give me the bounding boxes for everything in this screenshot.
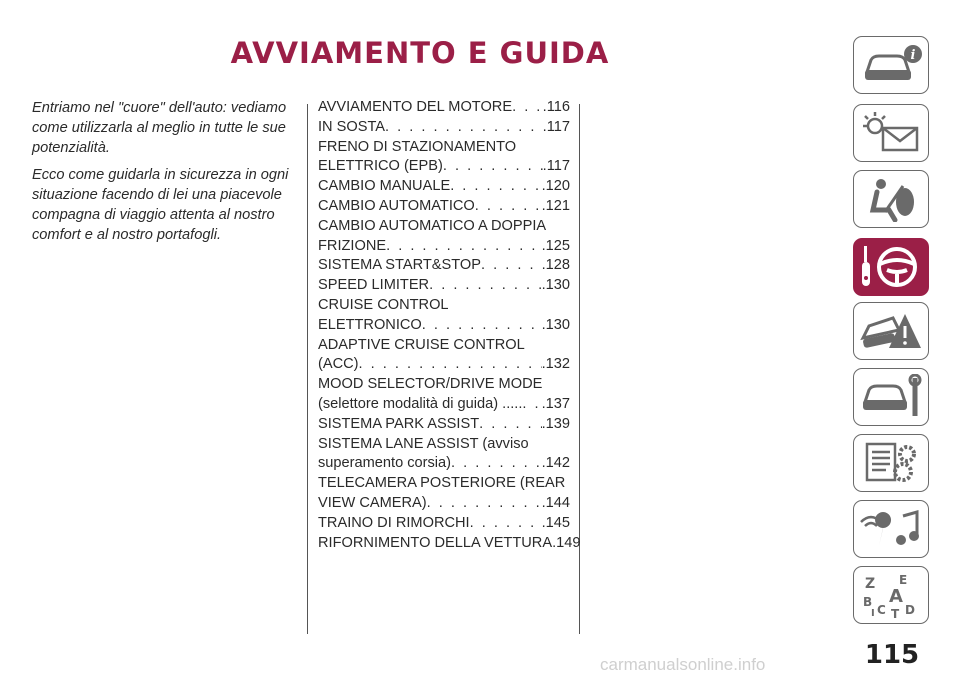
svg-text:I: I [871,608,875,618]
toc-entry[interactable] [318,435,570,475]
toc-leader-dots [481,256,542,276]
svg-text:T: T [891,607,900,618]
toc-entry-label: (selettore modalità di guida) ..... [318,395,523,412]
toc-leader-dots [359,355,542,375]
toc-page-number: .117 [542,158,570,175]
column-divider-left [307,104,308,634]
toc-page-number: .125 [541,237,570,254]
car-wrench-icon [859,374,923,420]
toc-leader-dots [422,316,542,336]
chapter-tab[interactable] [853,566,929,624]
accident-warning-icon [859,308,923,354]
toc-entry[interactable] [318,296,570,336]
chapter-tab[interactable] [853,238,929,296]
toc-leader-dots [475,197,542,217]
warning-lights-icon [859,110,923,156]
toc-page-number: .116 [542,99,570,115]
table-of-contents [318,98,581,553]
car-info-icon [859,42,923,88]
toc-entry[interactable] [318,534,581,554]
toc-page-number: .139 [541,415,570,432]
toc-page-number: .132 [541,356,570,373]
toc-leader-dots [470,514,542,534]
chapter-tab[interactable] [853,302,929,360]
toc-entry-label: ELETTRONICO [318,316,422,333]
toc-entry[interactable] [318,98,570,118]
toc-entry[interactable] [318,375,570,415]
toc-entry-label: TRAINO DI RIMORCHI [318,514,470,531]
multimedia-icon [859,506,923,552]
toc-entry-label: IN SOSTA [318,118,386,135]
toc-entry-label: FRENO DI STAZIONAMENTO [318,138,517,155]
toc-entry-label: ELETTRICO (EPB) [318,158,443,175]
toc-entry[interactable] [318,256,570,276]
column-divider-right [579,104,580,634]
toc-entry[interactable] [318,474,570,514]
toc-entry-label: FRIZIONE [318,237,387,254]
steering-wheel-key-icon [859,244,923,290]
chapter-tab[interactable] [853,500,929,558]
toc-leader-dots [443,157,543,177]
toc-entry-label: ADAPTIVE CRUISE CONTROL [318,336,525,353]
intro-paragraph: Ecco come guidarla in sicurezza in ogni situazione facendo di lei una piacevole compagna di viaggio attenta al nostro comfort e al nostro portafogli. [32,167,289,243]
watermark: carmanualsonline.info [600,655,766,674]
svg-text:D: D [905,603,915,617]
toc-entry-label: (ACC) [318,356,359,373]
toc-entry-label: superamento corsia) [318,455,452,472]
toc-leader-dots [450,177,541,197]
toc-page-number: .142 [541,455,570,472]
toc-page-number: .137 [541,395,570,412]
toc-leader-dots [451,454,542,474]
toc-entry[interactable] [318,276,570,296]
chapter-tab[interactable] [853,104,929,162]
toc-leader-dots [427,494,542,514]
toc-leader-dots [386,237,541,257]
toc-leader-dots [512,98,543,118]
chapter-tab[interactable] [853,434,929,492]
toc-entry-label: CRUISE CONTROL [318,296,449,313]
toc-leader-dots [522,395,541,415]
toc-page-number: .128 [541,257,570,274]
seat-airbag-icon [859,176,923,222]
toc-entry-label: RIFORNIMENTO DELLA VETTURA [318,534,553,551]
toc-entry-label: SISTEMA LANE ASSIST (avviso [318,435,529,452]
chapter-tab[interactable] [853,368,929,426]
section-title: AVVIAMENTO E GUIDA [230,36,610,70]
toc-entry[interactable] [318,415,570,435]
svg-text:i: i [910,48,916,63]
svg-text:A: A [889,586,903,607]
page-number: 115 [864,640,920,670]
chapter-tab[interactable] [853,170,929,228]
toc-entry[interactable] [318,197,570,217]
toc-entry[interactable] [318,138,570,178]
toc-entry-label: CAMBIO AUTOMATICO A DOPPIA [318,217,547,234]
toc-page-number: .130 [541,277,570,294]
toc-entry-label: AVVIAMENTO DEL MOTORE [318,99,513,115]
toc-page-number: .149 [552,534,581,551]
specs-gears-icon [859,440,923,486]
toc-entry-label: SISTEMA PARK ASSIST [318,415,480,432]
alphabetical-index-icon [859,572,923,618]
svg-text:B: B [863,595,873,609]
toc-entry-label: CAMBIO MANUALE [318,178,451,195]
toc-entry[interactable] [318,514,570,534]
toc-entry-label: TELECAMERA POSTERIORE (REAR [318,475,566,492]
toc-page-number: .144 [541,494,570,511]
toc-entry-label: MOOD SELECTOR/DRIVE MODE [318,376,543,393]
intro-paragraph: Entriamo nel "cuore" dell'auto: vediamo come utilizzarla al meglio in tutte le sue potenzialità. [32,100,287,156]
toc-entry[interactable] [318,336,570,376]
toc-page-number: .120 [541,178,570,195]
toc-entry-label: CAMBIO AUTOMATICO [318,197,475,214]
toc-page-number: .145 [541,514,570,531]
svg-text:Z: Z [865,576,876,592]
chapter-tab[interactable] [853,36,929,94]
toc-leader-dots [429,276,541,296]
svg-text:E: E [899,573,908,587]
svg-text:C: C [877,603,886,617]
toc-entry-label: SPEED LIMITER [318,277,430,294]
intro-text [32,99,297,254]
toc-entry-label: SISTEMA START&STOP [318,257,482,274]
toc-leader-dots [479,415,541,435]
toc-entry-label: VIEW CAMERA) [318,494,427,511]
toc-entry[interactable] [318,177,570,197]
toc-page-number: .121 [541,197,570,214]
toc-entry[interactable] [318,118,570,138]
toc-entry[interactable] [318,217,570,257]
toc-page-number: .117 [542,118,570,135]
toc-page-number: .130 [541,316,570,333]
toc-leader-dots [385,118,543,138]
